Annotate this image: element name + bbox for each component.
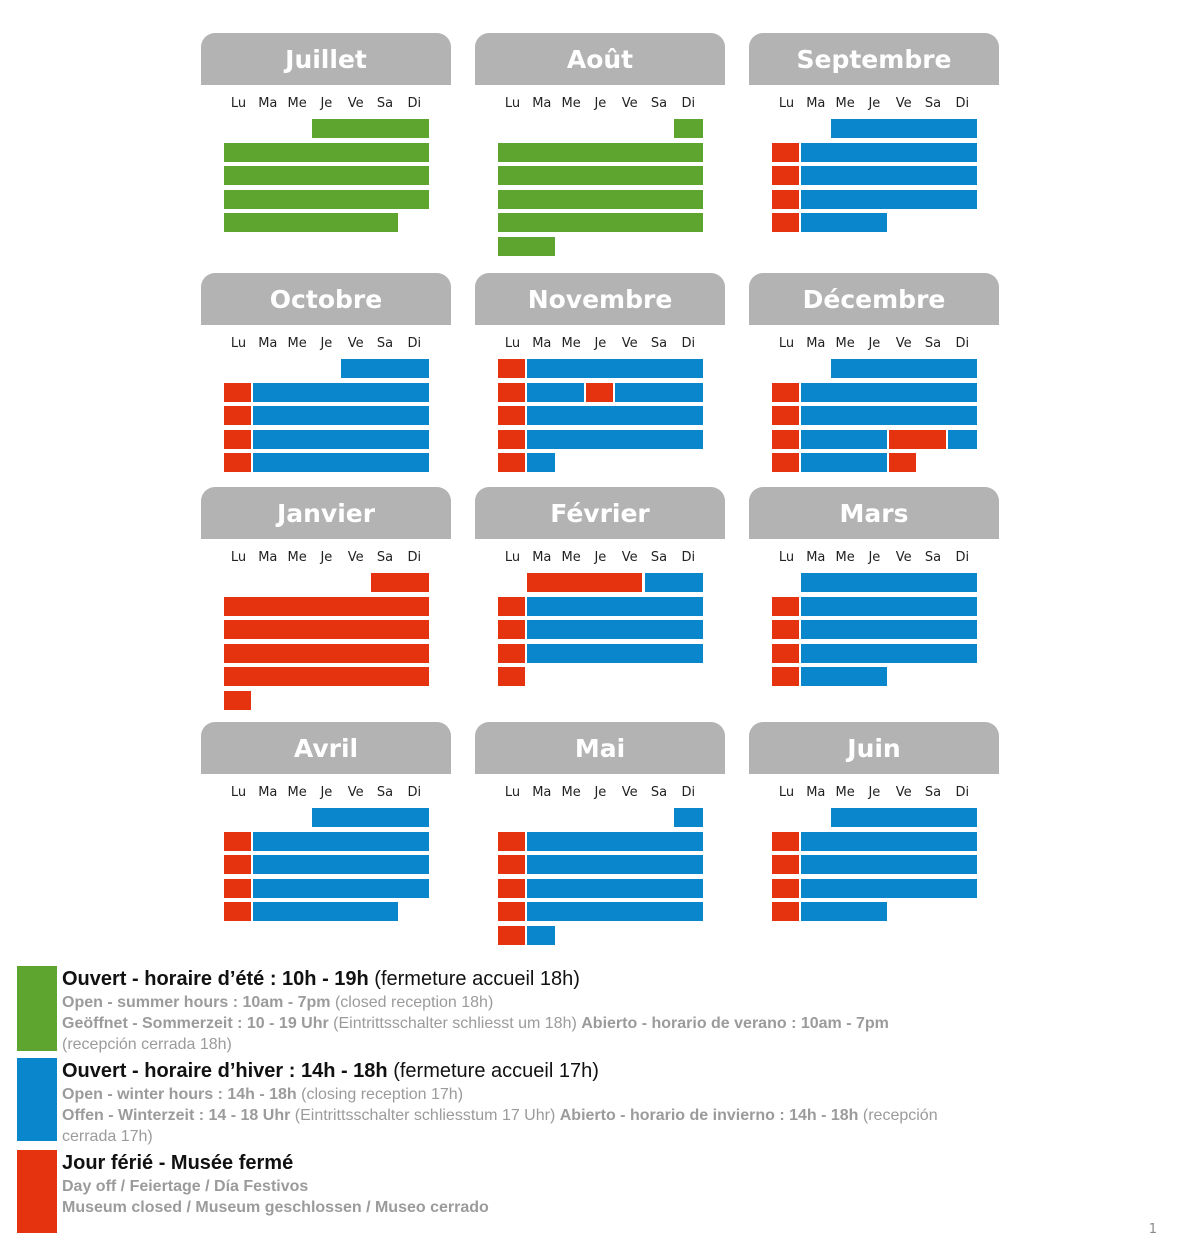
weekday-label: Lu xyxy=(230,96,247,111)
summer-day-bar xyxy=(224,190,429,209)
weekday-label: Je xyxy=(320,550,333,565)
winter-day-bar xyxy=(801,453,887,472)
closed-day-bar xyxy=(224,855,251,874)
weekday-label: Me xyxy=(561,785,581,800)
week-bars xyxy=(498,808,708,958)
closed-day-bar xyxy=(498,620,525,639)
weekday-label: Me xyxy=(287,550,307,565)
weekday-label: Je xyxy=(320,336,333,351)
closed-day-bar xyxy=(772,453,799,472)
weekday-label: Ma xyxy=(258,785,278,800)
month-title: Mai xyxy=(475,722,725,774)
legend-winter-title-bold: Ouvert - horaire d’hiver : 14h - 18h xyxy=(62,1060,388,1082)
winter-day-bar xyxy=(527,644,703,663)
closed-day-bar xyxy=(498,902,525,921)
week-bars xyxy=(498,119,708,269)
closed-day-bar xyxy=(224,644,429,663)
weekday-label: Sa xyxy=(924,785,942,800)
winter-day-bar xyxy=(527,359,703,378)
weekday-label: Sa xyxy=(650,96,668,111)
weekday-label: Me xyxy=(287,336,307,351)
weekday-label: Ma xyxy=(532,96,552,111)
page-number: 1 xyxy=(1148,1222,1157,1237)
week-bars xyxy=(224,119,434,269)
legend-swatch-winter xyxy=(17,1058,57,1141)
closed-day-bar xyxy=(498,832,525,851)
winter-day-bar xyxy=(527,855,703,874)
legend-winter-title xyxy=(62,1058,957,1084)
summer-day-bar xyxy=(312,119,429,138)
weekday-label: Lu xyxy=(504,336,521,351)
legend-text-closed xyxy=(62,1150,957,1218)
winter-day-bar xyxy=(801,902,887,921)
weekday-label: Ma xyxy=(532,550,552,565)
weekday-label: Ma xyxy=(258,550,278,565)
closed-day-bar xyxy=(224,383,251,402)
winter-day-bar xyxy=(312,808,429,827)
winter-day-bar xyxy=(527,620,703,639)
weekday-label: Di xyxy=(681,336,696,351)
winter-day-bar xyxy=(831,359,978,378)
summer-day-bar xyxy=(498,190,703,209)
closed-day-bar xyxy=(586,383,613,402)
weekday-label: Lu xyxy=(504,550,521,565)
closed-day-bar xyxy=(772,166,799,185)
legend-text-winter xyxy=(62,1058,957,1147)
legend-winter-en-rest: (closing reception 17h) xyxy=(296,1086,464,1103)
weekday-label: Ve xyxy=(621,785,638,800)
legend-winter-es-bold: Abierto - horario de invierno : 14h - 18h xyxy=(559,1107,859,1124)
month-title: Décembre xyxy=(749,273,999,325)
weekday-header xyxy=(224,96,434,114)
closed-day-bar xyxy=(772,879,799,898)
weekday-label: Me xyxy=(835,96,855,111)
winter-day-bar xyxy=(801,213,887,232)
weekday-label: Lu xyxy=(778,336,795,351)
legend-summer-en xyxy=(62,992,957,1013)
weekday-label: Ve xyxy=(895,336,912,351)
weekday-label: Ma xyxy=(532,336,552,351)
legend-winter-de-rest: (Eintrittsschalter schliesstum 17 Uhr) xyxy=(290,1107,560,1124)
winter-day-bar xyxy=(253,406,429,425)
weekday-label: Ma xyxy=(806,785,826,800)
closed-day-bar xyxy=(498,644,525,663)
winter-day-bar xyxy=(341,359,429,378)
legend-closed-line3-text: Museum closed / Museum geschlossen / Museo cerrado xyxy=(62,1199,489,1216)
winter-day-bar xyxy=(948,430,977,449)
closed-day-bar xyxy=(498,453,525,472)
month-title: Janvier xyxy=(201,487,451,539)
closed-day-bar xyxy=(498,383,525,402)
winter-day-bar xyxy=(253,832,429,851)
winter-day-bar xyxy=(253,383,429,402)
weekday-label: Je xyxy=(594,550,607,565)
winter-day-bar xyxy=(801,406,977,425)
winter-day-bar xyxy=(674,808,703,827)
week-bars xyxy=(224,573,434,723)
weekday-label: Sa xyxy=(924,550,942,565)
closed-day-bar xyxy=(889,453,916,472)
weekday-label: Ma xyxy=(532,785,552,800)
week-bars xyxy=(772,808,982,958)
winter-day-bar xyxy=(253,902,398,921)
closed-day-bar xyxy=(224,691,251,710)
closed-day-bar xyxy=(772,406,799,425)
weekday-label: Di xyxy=(407,550,422,565)
weekday-label: Di xyxy=(955,336,970,351)
legend-summer-de-es xyxy=(62,1013,957,1055)
weekday-label: Me xyxy=(561,96,581,111)
month-title: Novembre xyxy=(475,273,725,325)
month-title: Août xyxy=(475,33,725,85)
closed-day-bar xyxy=(772,190,799,209)
month-title: Octobre xyxy=(201,273,451,325)
month-title: Juillet xyxy=(201,33,451,85)
closed-day-bar xyxy=(772,644,799,663)
summer-day-bar xyxy=(498,237,555,256)
winter-day-bar xyxy=(253,879,429,898)
closed-day-bar xyxy=(498,855,525,874)
weekday-label: Di xyxy=(955,96,970,111)
closed-day-bar xyxy=(772,430,799,449)
winter-day-bar xyxy=(615,383,703,402)
weekday-label: Di xyxy=(407,336,422,351)
summer-day-bar xyxy=(674,119,703,138)
closed-day-bar xyxy=(224,406,251,425)
closed-day-bar xyxy=(224,667,429,686)
month-title: Février xyxy=(475,487,725,539)
weekday-label: Je xyxy=(868,550,881,565)
weekday-label: Ve xyxy=(347,96,364,111)
weekday-header xyxy=(772,96,982,114)
winter-day-bar xyxy=(527,430,703,449)
closed-day-bar xyxy=(224,430,251,449)
closed-day-bar xyxy=(498,406,525,425)
weekday-label: Ve xyxy=(621,96,638,111)
legend-winter-es-rest: (recepción cerrada 17h) xyxy=(62,1107,938,1145)
summer-day-bar xyxy=(498,143,703,162)
weekday-label: Je xyxy=(868,785,881,800)
weekday-label: Sa xyxy=(376,550,394,565)
winter-day-bar xyxy=(801,597,977,616)
weekday-label: Me xyxy=(835,785,855,800)
weekday-label: Ve xyxy=(621,336,638,351)
legend-summer-de-rest: (Eintrittsschalter schliesst um 18h) xyxy=(328,1015,582,1032)
weekday-label: Ve xyxy=(347,336,364,351)
legend-winter-en xyxy=(62,1084,957,1105)
weekday-header xyxy=(224,336,434,354)
weekday-label: Ve xyxy=(895,550,912,565)
winter-day-bar xyxy=(801,383,977,402)
weekday-label: Ma xyxy=(258,96,278,111)
weekday-label: Di xyxy=(681,96,696,111)
month-title: Septembre xyxy=(749,33,999,85)
closed-day-bar xyxy=(772,855,799,874)
winter-day-bar xyxy=(801,190,977,209)
winter-day-bar xyxy=(527,597,703,616)
week-bars xyxy=(772,119,982,269)
legend-winter-en-bold: Open - winter hours : 14h - 18h xyxy=(62,1086,297,1103)
winter-day-bar xyxy=(527,926,554,945)
weekday-label: Lu xyxy=(778,550,795,565)
legend-closed-line2-text: Day off / Feiertage / Día Festivos xyxy=(62,1178,309,1195)
weekday-label: Lu xyxy=(778,785,795,800)
legend-closed-title-bold: Jour férié - Musée fermé xyxy=(62,1152,294,1174)
weekday-label: Je xyxy=(320,96,333,111)
weekday-label: Ve xyxy=(621,550,638,565)
weekday-header xyxy=(498,336,708,354)
legend-winter-de-bold: Offen - Winterzeit : 14 - 18 Uhr xyxy=(62,1107,291,1124)
closed-day-bar xyxy=(498,359,525,378)
summer-day-bar xyxy=(224,143,429,162)
summer-day-bar xyxy=(224,166,429,185)
weekday-label: Ve xyxy=(347,550,364,565)
closed-day-bar xyxy=(224,597,429,616)
weekday-label: Sa xyxy=(650,336,668,351)
winter-day-bar xyxy=(801,573,977,592)
winter-day-bar xyxy=(253,430,429,449)
weekday-header xyxy=(772,785,982,803)
legend-summer-en-bold: Open - summer hours : 10am - 7pm xyxy=(62,994,331,1011)
weekday-header xyxy=(224,550,434,568)
week-bars xyxy=(498,573,708,723)
closed-day-bar xyxy=(224,620,429,639)
winter-day-bar xyxy=(527,406,703,425)
weekday-label: Je xyxy=(868,336,881,351)
summer-day-bar xyxy=(498,166,703,185)
winter-day-bar xyxy=(801,166,977,185)
weekday-label: Lu xyxy=(230,550,247,565)
summer-day-bar xyxy=(224,213,398,232)
winter-day-bar xyxy=(801,430,887,449)
legend-summer-en-rest: (closed reception 18h) xyxy=(330,994,494,1011)
weekday-header xyxy=(498,550,708,568)
weekday-label: Ve xyxy=(895,96,912,111)
legend-summer-es-rest: (recepción cerrada 18h) xyxy=(62,1036,232,1053)
weekday-label: Sa xyxy=(650,785,668,800)
week-bars xyxy=(224,808,434,958)
legend-summer-title xyxy=(62,966,957,992)
weekday-label: Me xyxy=(287,96,307,111)
weekday-header xyxy=(498,785,708,803)
weekday-label: Di xyxy=(407,785,422,800)
weekday-label: Je xyxy=(594,336,607,351)
legend-summer-title-bold: Ouvert - horaire d’été : 10h - 19h xyxy=(62,968,369,990)
legend-swatch-closed xyxy=(17,1150,57,1233)
weekday-header xyxy=(772,550,982,568)
winter-day-bar xyxy=(253,453,429,472)
weekday-label: Sa xyxy=(376,96,394,111)
weekday-label: Me xyxy=(561,550,581,565)
legend-winter-de-es xyxy=(62,1105,957,1147)
legend-closed-title xyxy=(62,1150,957,1176)
winter-day-bar xyxy=(801,644,977,663)
winter-day-bar xyxy=(645,573,704,592)
winter-day-bar xyxy=(527,453,554,472)
weekday-header xyxy=(224,785,434,803)
weekday-label: Di xyxy=(681,550,696,565)
winter-day-bar xyxy=(527,879,703,898)
winter-day-bar xyxy=(801,667,887,686)
weekday-label: Di xyxy=(955,550,970,565)
winter-day-bar xyxy=(831,119,978,138)
closed-day-bar xyxy=(498,430,525,449)
weekday-label: Ve xyxy=(347,785,364,800)
winter-day-bar xyxy=(527,832,703,851)
closed-day-bar xyxy=(527,573,642,592)
closed-day-bar xyxy=(772,902,799,921)
legend-summer-de-bold: Geöffnet - Sommerzeit : 10 - 19 Uhr xyxy=(62,1015,329,1032)
closed-day-bar xyxy=(772,667,799,686)
weekday-label: Di xyxy=(955,785,970,800)
month-title: Mars xyxy=(749,487,999,539)
closed-day-bar xyxy=(224,902,251,921)
closed-day-bar xyxy=(772,832,799,851)
closed-day-bar xyxy=(498,879,525,898)
closed-day-bar xyxy=(772,213,799,232)
weekday-label: Di xyxy=(407,96,422,111)
weekday-header xyxy=(772,336,982,354)
weekday-label: Sa xyxy=(924,336,942,351)
winter-day-bar xyxy=(801,879,977,898)
winter-day-bar xyxy=(831,808,978,827)
weekday-label: Je xyxy=(320,785,333,800)
week-bars xyxy=(772,573,982,723)
legend-swatch-summer xyxy=(17,966,57,1051)
weekday-label: Ma xyxy=(806,96,826,111)
closed-day-bar xyxy=(498,667,525,686)
weekday-label: Me xyxy=(835,336,855,351)
legend-summer-title-rest: (fermeture accueil 18h) xyxy=(368,968,580,990)
winter-day-bar xyxy=(801,620,977,639)
legend-text-summer xyxy=(62,966,957,1055)
closed-day-bar xyxy=(772,620,799,639)
winter-day-bar xyxy=(527,902,703,921)
weekday-label: Ma xyxy=(806,336,826,351)
summer-day-bar xyxy=(498,213,703,232)
closed-day-bar xyxy=(371,573,430,592)
winter-day-bar xyxy=(801,855,977,874)
weekday-label: Ma xyxy=(258,336,278,351)
closed-day-bar xyxy=(772,383,799,402)
winter-day-bar xyxy=(253,855,429,874)
closed-day-bar xyxy=(498,597,525,616)
closed-day-bar xyxy=(772,597,799,616)
closed-day-bar xyxy=(224,879,251,898)
weekday-label: Lu xyxy=(504,96,521,111)
weekday-label: Me xyxy=(287,785,307,800)
weekday-label: Lu xyxy=(504,785,521,800)
month-title: Avril xyxy=(201,722,451,774)
legend-closed-line2 xyxy=(62,1176,957,1197)
weekday-label: Sa xyxy=(650,550,668,565)
closed-day-bar xyxy=(889,430,946,449)
weekday-label: Lu xyxy=(230,785,247,800)
weekday-label: Me xyxy=(835,550,855,565)
legend-summer-es-bold: Abierto - horario de verano : 10am - 7pm xyxy=(581,1015,889,1032)
closed-day-bar xyxy=(772,143,799,162)
weekday-label: Ve xyxy=(895,785,912,800)
closed-day-bar xyxy=(224,832,251,851)
weekday-label: Je xyxy=(868,96,881,111)
closed-day-bar xyxy=(498,926,525,945)
legend-winter-title-rest: (fermeture accueil 17h) xyxy=(387,1060,599,1082)
weekday-label: Je xyxy=(594,96,607,111)
weekday-label: Me xyxy=(561,336,581,351)
weekday-label: Je xyxy=(594,785,607,800)
winter-day-bar xyxy=(801,143,977,162)
weekday-label: Di xyxy=(681,785,696,800)
weekday-label: Sa xyxy=(376,336,394,351)
weekday-label: Ma xyxy=(806,550,826,565)
weekday-label: Lu xyxy=(778,96,795,111)
weekday-label: Sa xyxy=(924,96,942,111)
weekday-label: Sa xyxy=(376,785,394,800)
weekday-header xyxy=(498,96,708,114)
month-title: Juin xyxy=(749,722,999,774)
winter-day-bar xyxy=(801,832,977,851)
closed-day-bar xyxy=(224,453,251,472)
winter-day-bar xyxy=(527,383,584,402)
legend-closed-line3 xyxy=(62,1197,957,1218)
weekday-label: Lu xyxy=(230,336,247,351)
